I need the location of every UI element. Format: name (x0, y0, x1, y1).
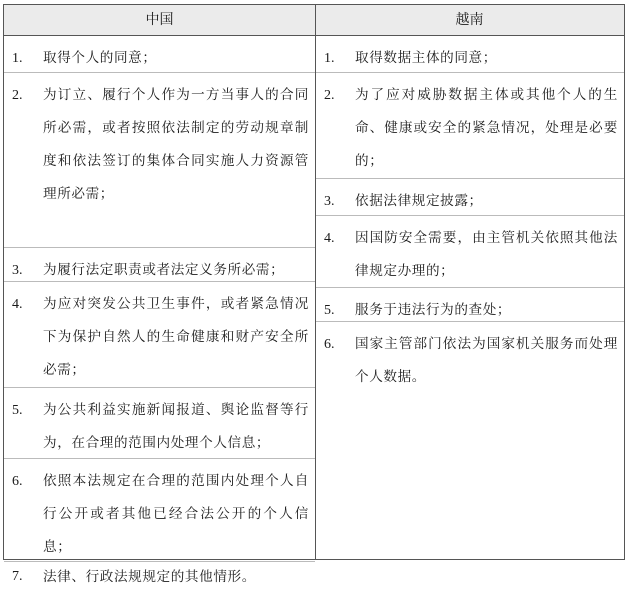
item-number: 5. (12, 403, 23, 418)
header-china: 中国 (145, 12, 174, 28)
china-item-7 (4, 562, 315, 591)
item-text: 依照本法规定在合理的范围内处理个人自行公开或者其他已经合法公开的个人信息； (43, 473, 309, 555)
item-text: 为履行法定职责或者法定义务所必需； (43, 262, 285, 278)
comparison-table (3, 4, 625, 585)
item-number: 5. (324, 303, 335, 318)
item-text: 因国防安全需要，由主管机关依照其他法律规定办理的； (355, 230, 618, 279)
china-item-2 (4, 73, 315, 248)
item-text: 国家主管部门依法为国家机关服务而处理个人数据。 (355, 336, 618, 385)
item-number: 7. (12, 569, 23, 584)
item-number: 1. (12, 51, 23, 66)
table-header (4, 5, 624, 36)
item-number: 1. (324, 51, 335, 66)
item-text: 取得数据主体的同意； (355, 50, 497, 66)
vietnam-item-4 (316, 216, 624, 288)
item-number: 6. (324, 337, 335, 352)
vietnam-item-6 (316, 322, 624, 394)
item-text: 为应对突发公共卫生事件，或者紧急情况下为保护自然人的生命健康和财产安全所必需； (43, 296, 309, 378)
item-number: 3. (324, 194, 335, 209)
china-item-1 (4, 36, 315, 73)
vietnam-item-3 (316, 179, 624, 216)
china-item-4 (4, 282, 315, 388)
item-text: 法律、行政法规规定的其他情形。 (43, 569, 256, 585)
china-item-5 (4, 388, 315, 459)
item-text: 取得个人的同意； (43, 50, 157, 66)
item-text: 为公共利益实施新闻报道、舆论监督等行为，在合理的范围内处理个人信息； (43, 402, 309, 451)
item-text: 依据法律规定披露； (355, 193, 483, 209)
item-text: 为了应对威胁数据主体或其他个人的生命、健康或安全的紧急情况，处理是必要的； (355, 87, 618, 169)
header-vietnam: 越南 (455, 12, 484, 28)
china-item-3 (4, 248, 315, 282)
item-number: 3. (12, 263, 23, 278)
vietnam-item-5 (316, 288, 624, 322)
item-number: 6. (12, 474, 23, 489)
item-number: 4. (324, 231, 335, 246)
item-number: 2. (324, 88, 335, 103)
item-text: 为订立、履行个人作为一方当事人的合同所必需，或者按照依法制定的劳动规章制度和依法签订的集体合同实施人力资源管理所必需； (43, 87, 309, 202)
china-item-6 (4, 459, 315, 562)
item-text: 服务于违法行为的查处； (355, 302, 512, 318)
vietnam-item-1 (316, 36, 624, 73)
item-number: 2. (12, 88, 23, 103)
item-number: 4. (12, 297, 23, 312)
vietnam-item-2 (316, 73, 624, 179)
